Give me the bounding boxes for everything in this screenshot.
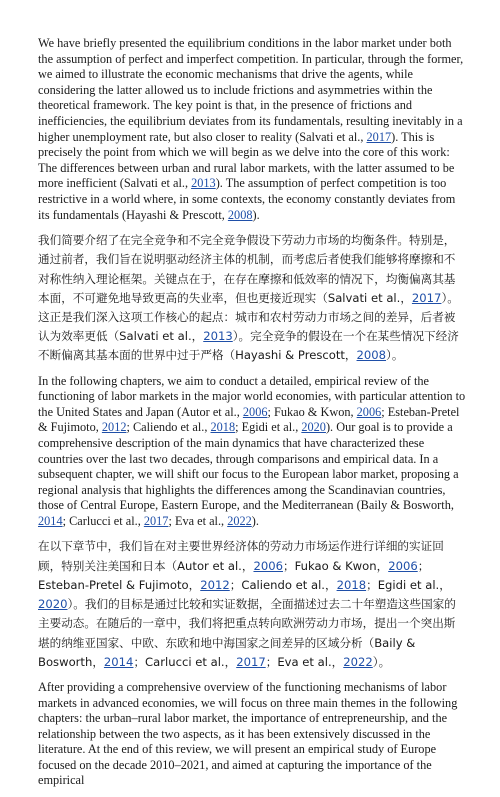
- paragraph-4-zh: [38, 537, 466, 671]
- paragraph-text: ; Egidi et al.,: [235, 420, 302, 435]
- citation-year-link[interactable]: 2017: [236, 654, 266, 669]
- paragraph-text: ；Egidi et al.，: [366, 577, 451, 592]
- paragraph-text: ）。: [386, 348, 404, 363]
- paragraph-text: ). Our goal is to provide a comprehensive description of the main dynamics that have characterized these countries over the last two decades, through comparisons and empirical data. In a subsequent chapter, we will shift our focus to the European labor market, proposing a regional analysis that highlights the differences among the Scandinavian countries, those of Central Europe, Eastern Europe, and the Mediterranean (Baily & Bosworth,: [38, 420, 459, 513]
- citation-year-link[interactable]: 2008: [227, 207, 253, 222]
- paragraph-text: ；Esteban-Pretel & Fujimoto，: [38, 558, 430, 592]
- citation-year-link[interactable]: 2020: [301, 420, 326, 435]
- citation-year-link[interactable]: 2012: [200, 577, 230, 592]
- paragraph-text: ; Caliendo et al.,: [126, 420, 211, 435]
- paragraph-text: After providing a comprehensive overview of the functioning mechanisms of labor markets in advanced economies, we will focus on three main themes in the following chapters: the urban–rural labor market, the importance of entrepreneurship, and the relationship between the two aspects, as it has been extensively discussed in the literature. At the end of this review, we will present an empirical study of Europe focused on the decade 2010–2021, and aimed at capturing the importance of the empirical: [38, 679, 458, 788]
- paragraph-text: ; Carlucci et al.,: [62, 513, 144, 528]
- paragraph-text: ）。: [372, 654, 391, 669]
- paragraph-text: In the following chapters, we aim to conduct a detailed, empirical review of the functioning of labor markets in the major world economies, with particular attention to the United States and Japan (Autor et al.,: [38, 373, 466, 419]
- paragraph-text: ; Fukao & Kwon,: [267, 404, 357, 419]
- paragraph-text: 在以下章节中，我们旨在对主要世界经济体的劳动力市场运作进行详细的实证回顾，特别关注美国和日本（Autor et al.，: [38, 539, 444, 573]
- paragraph-text: ）。这正是我们深入这项工作核心的起点：城市和农村劳动力市场之间的差异，后者被认为效率更低（Salvati et al.，: [38, 290, 459, 344]
- paragraph-text: 我们简要介绍了在完全竞争和不完全竞争假设下劳动力市场的均衡条件。特别是，通过前者，我们旨在说明驱动经济主体的机制，而考虑后者使我们能够将摩擦和不对称性纳入理论框架。关键点在于，在存在摩擦和低效率的情况下，均衡偏离其基本面，不可避免地导致更高的失业率，但也更接近现实（Salvati et al.，: [38, 233, 456, 305]
- paragraph-text: ). The assumption of perfect competition is too restrictive in a world where, in some contexts, the economy constantly deviates from its fundamentals (Hayashi & Prescott,: [38, 176, 456, 222]
- paragraph-text: ；Fukao & Kwon，: [282, 558, 389, 573]
- citation-year-link[interactable]: 2017: [411, 290, 442, 305]
- paragraph-1-en: [38, 36, 466, 223]
- paragraph-text: We have briefly presented the equilibrium conditions in the labor market under both the assumption of perfect and imperfect competition. In particular, through the former, we aimed to illustrate the economic mechanisms that drive the agents, while considering the latter allowed us to include frictions and asymmetries within the theoretical framework. The key point is that, in the presence of frictions and inefficiencies, the equilibrium deviates from its fundamentals, resulting inevitably in a higher unemployment rate, but also closer to reality (Salvati et al.,: [38, 36, 464, 144]
- citation-year-link[interactable]: 2022: [227, 513, 252, 528]
- citation-year-link[interactable]: 2008: [356, 348, 387, 363]
- citation-year-link[interactable]: 2013: [191, 176, 216, 191]
- citation-year-link[interactable]: 2006: [388, 558, 418, 573]
- paragraph-text: ; Eva et al.,: [168, 513, 228, 528]
- citation-year-link[interactable]: 2012: [101, 420, 127, 435]
- citation-year-link[interactable]: 2006: [253, 558, 283, 573]
- citation-year-link[interactable]: 2014: [38, 513, 63, 528]
- paragraph-text: ).: [252, 207, 260, 222]
- paragraph-2-zh: [38, 231, 466, 365]
- paragraph-text: ; Esteban-Pretel & Fujimoto,: [38, 404, 460, 435]
- citation-year-link[interactable]: 2020: [38, 597, 68, 612]
- paragraph-text: ；Carlucci et al.，: [133, 654, 237, 669]
- paragraph-5-en: [38, 680, 466, 789]
- citation-year-link[interactable]: 2017: [143, 513, 169, 528]
- citation-year-link[interactable]: 2017: [366, 129, 392, 144]
- citation-year-link[interactable]: 2018: [336, 577, 367, 592]
- citation-year-link[interactable]: 2006: [356, 404, 382, 419]
- paragraph-text: ；Eva et al.，: [265, 654, 344, 669]
- citation-year-link[interactable]: 2013: [203, 329, 233, 344]
- citation-year-link[interactable]: 2018: [210, 420, 236, 435]
- paragraph-text: ）。我们的目标是通过比较和实证数据，全面描述过去二十年塑造这些国家的主要动态。在随后的一章中，我们将把重点转向欧洲劳动力市场，提出一个突出斯堪的纳维亚国家、中欧、东欧和地中海国家之间差异的区域分析（Baily & Bosworth，: [38, 597, 456, 669]
- paragraph-text: ).: [251, 513, 259, 528]
- document-page: [38, 36, 466, 797]
- paragraph-text: ). This is precisely the point from which we will begin as we delve into the core of this work: The differences between urban and rural labor markets, with the latter assumed to be more inefficient (Salvati et al.,: [38, 129, 455, 191]
- paragraph-3-en: [38, 374, 466, 530]
- citation-year-link[interactable]: 2014: [103, 654, 134, 669]
- citation-year-link[interactable]: 2006: [242, 404, 268, 419]
- paragraph-text: ）。完全竞争的假设在一个在某些情况下经济不断偏离其基本面的世界中过于严格（Hayashi & Prescott，: [38, 329, 459, 363]
- paragraph-text: ；Caliendo et al.，: [229, 577, 337, 592]
- citation-year-link[interactable]: 2022: [343, 654, 373, 669]
